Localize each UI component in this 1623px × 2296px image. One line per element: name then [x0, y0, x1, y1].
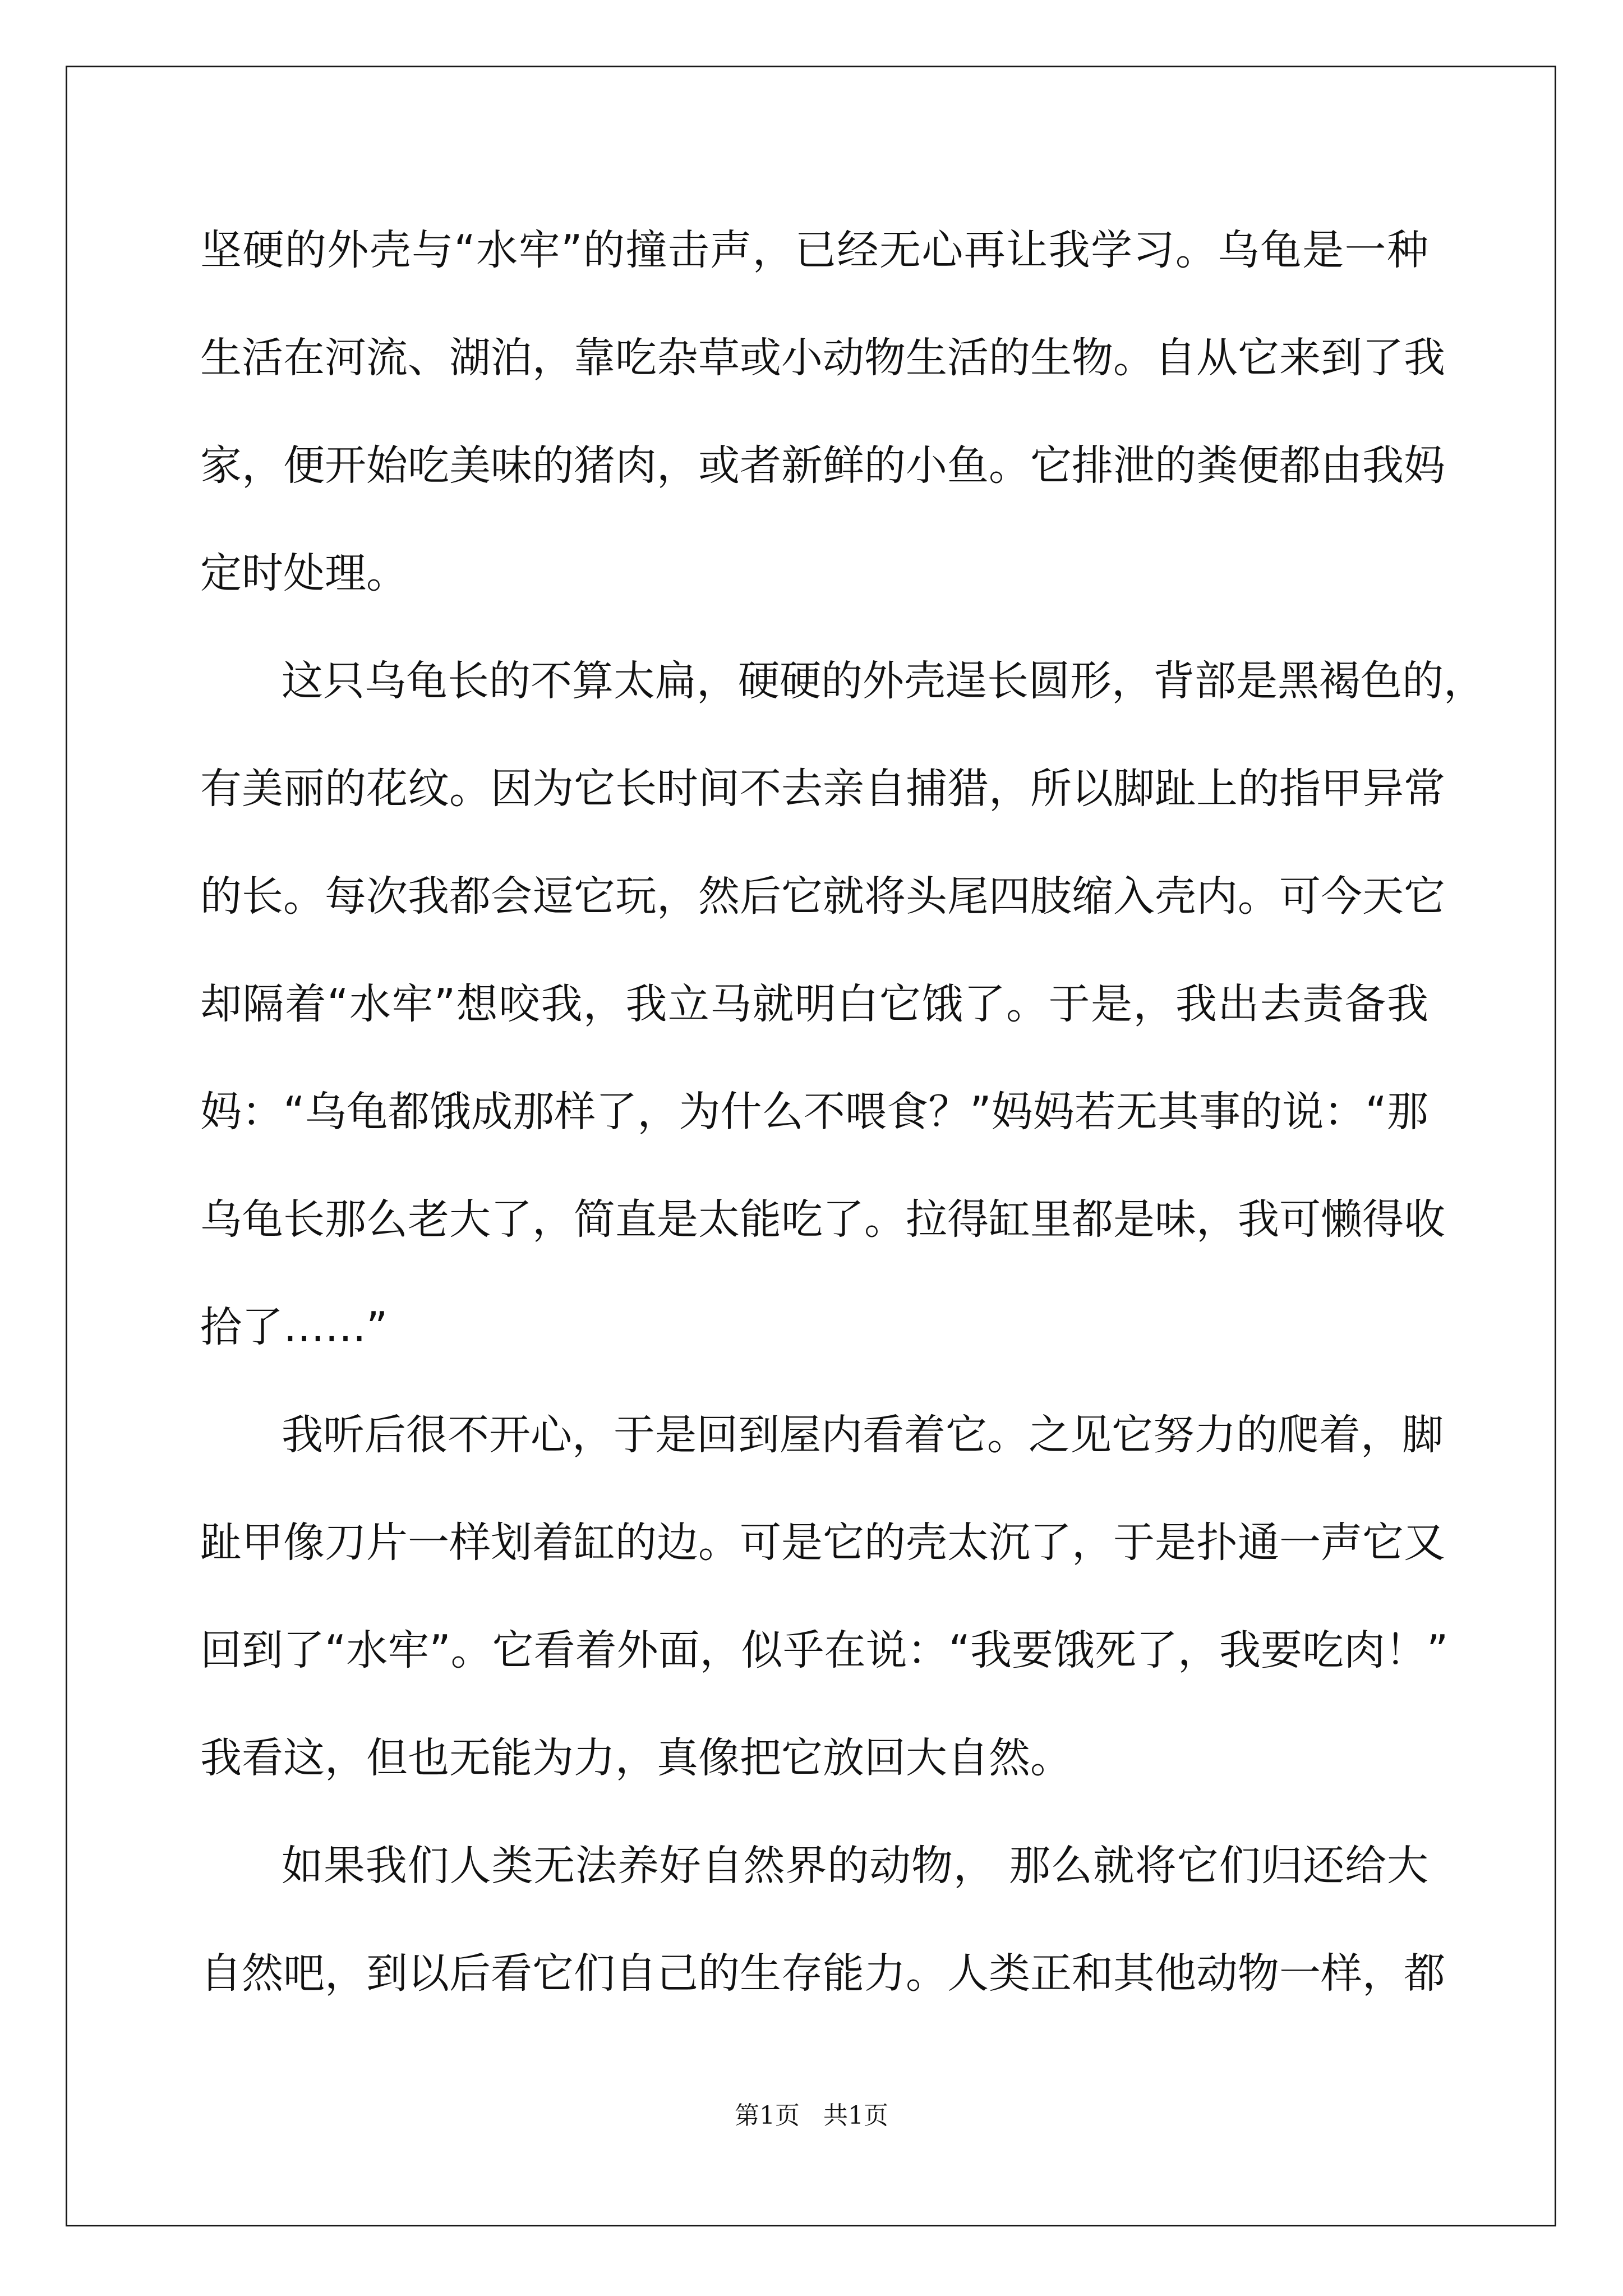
text-line: 却隔着“水牢”想咬我，我立马就明白它饿了。于是，我出去责备我 [200, 980, 1428, 1028]
text-line: 乌龟长那么老大了，简直是太能吃了。拉得缸里都是味，我可懒得收 [200, 1195, 1445, 1244]
text-line: 自然吧，到以后看它们自己的生存能力。人类正和其他动物一样，都 [200, 1949, 1445, 1998]
text-line: 有美丽的花纹。因为它长时间不去亲自捕猎，所以脚趾上的指甲异常 [200, 765, 1445, 813]
paragraph-first-line: 这只乌龟长的不算太扁，硬硬的外壳逞长圆形，背部是黑褐色的， [282, 657, 1485, 705]
text-line: 的长。每次我都会逗它玩，然后它就将头尾四肢缩入壳内。可今天它 [200, 872, 1445, 921]
text-line: 我看这，但也无能为力，真像把它放回大自然。 [200, 1734, 1072, 1782]
text-line: 生活在河流、湖泊，靠吃杂草或小动物生活的生物。自从它来到了我 [200, 334, 1445, 382]
page-footer: 第1页 共1页 [735, 2101, 888, 2130]
text-line: 回到了“水牢”。它看着外面，似乎在说：“我要饿死了，我要吃肉！” [200, 1626, 1449, 1674]
text-line: 妈：“乌龟都饿成那样了，为什么不喂食？”妈妈若无其事的说：“那 [200, 1088, 1428, 1136]
text-line: 定时处理。 [200, 549, 408, 597]
text-line: 拾了……” [200, 1303, 388, 1351]
text-line: 家，便开始吃美味的猪肉，或者新鲜的小鱼。它排泄的粪便都由我妈 [200, 441, 1445, 490]
paragraph-first-line: 我听后很不开心，于是回到屋内看着它。之见它努力的爬着，脚 [282, 1411, 1444, 1459]
paragraph-first-line: 如果我们人类无法养好自然界的动物， 那么就将它们归还给大 [282, 1842, 1428, 1890]
text-line: 坚硬的外壳与“水牢”的撞击声，已经无心再让我学习。乌龟是一种 [200, 226, 1428, 274]
text-line: 趾甲像刀片一样划着缸的边。可是它的壳太沉了，于是扑通一声它又 [200, 1519, 1445, 1567]
